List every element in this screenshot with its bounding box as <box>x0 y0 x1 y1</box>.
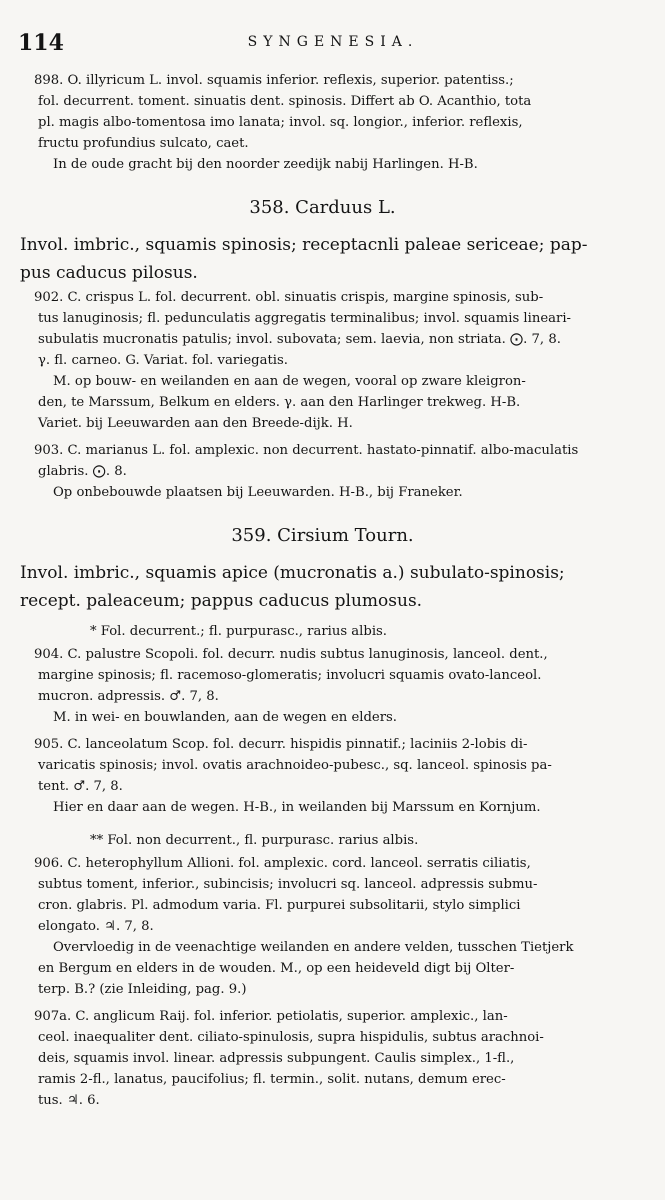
text-line: cron. glabris. Pl. admodum varia. Fl. purpurei subsolitarii, stylo simplici <box>38 898 521 913</box>
genus-characters <box>20 231 625 287</box>
subgroup-heading: * Fol. decurrent.; fl. purpurasc., rarius albis. <box>90 624 388 639</box>
text-line: 907a. C. anglicum Raij. fol. inferior. petiolatis, superior. amplexic., lan- <box>34 1009 508 1024</box>
text-line: pl. magis albo-tomentosa imo lanata; invol. sq. longior., inferior. reflexis, <box>38 115 523 130</box>
text-line: deis, squamis invol. linear. adpressis subpungent. Caulis simplex., 1-fl., <box>38 1051 515 1066</box>
text-line: den, te Marssum, Belkum en elders. γ. aan den Harlinger trekweg. H-B. <box>38 395 521 410</box>
text-line: subulatis mucronatis patulis; invol. subovata; sem. laevia, non striata. ⨀. 7, 8. <box>38 332 561 347</box>
text-line: pus caducus pilosus. <box>20 263 198 283</box>
species-entry <box>20 853 625 1000</box>
page-number: 114 <box>18 30 64 56</box>
running-title: SYNGENESIA. <box>247 34 419 50</box>
text-line: margine spinosis; fl. racemoso-glomeratis; involucri squamis ovato-lanceol. <box>38 668 542 683</box>
entry-spacer <box>20 503 625 509</box>
text-line: ramis 2-fl., lanatus, paucifolius; fl. termin., solit. nutans, demum erec- <box>38 1072 506 1087</box>
text-line: γ. fl. carneo. G. Variat. fol. variegatis. <box>38 353 288 368</box>
species-entry <box>20 644 625 728</box>
text-line: mucron. adpressis. ♂. 7, 8. <box>38 689 219 704</box>
text-line: 904. C. palustre Scopoli. fol. decurr. nudis subtus lanuginosis, lanceol. dent., <box>34 647 548 662</box>
entry-spacer <box>20 1111 625 1117</box>
text-line: Invol. imbric., squamis apice (mucronatis a.) subulato-spinosis; <box>20 563 565 583</box>
text-line: 905. C. lanceolatum Scop. fol. decurr. hispidis pinnatif.; laciniis 2-lobis di- <box>34 737 528 752</box>
text-line: Overvloedig in de veenachtige weilanden en andere velden, tusschen Tietjerk <box>53 940 574 955</box>
text-line: 902. C. crispus L. fol. decurrent. obl. sinuatis crispis, margine spinosis, sub- <box>34 290 544 305</box>
text-line: en Bergum en elders in de wouden. M., op een heideveld digt bij Olter- <box>38 961 515 976</box>
text-line: fructu profundius sulcato, caet. <box>38 136 249 151</box>
text-line: glabris. ⨀. 8. <box>38 464 127 479</box>
genus-heading: 358. Carduus L. <box>249 197 396 218</box>
text-line: Op onbebouwde plaatsen bij Leeuwarden. H-B., bij Franeker. <box>53 485 463 500</box>
text-line: tent. ♂. 7, 8. <box>38 779 123 794</box>
text-line: Variet. bij Leeuwarden aan den Breede-dijk. H. <box>38 416 353 431</box>
text-line: elongato. ♃. 7, 8. <box>38 919 154 934</box>
text-line: M. in wei- en bouwlanden, aan de wegen en elders. <box>53 710 397 725</box>
text-line: terp. B.? (zie Inleiding, pag. 9.) <box>38 982 247 997</box>
text-line: Hier en daar aan de wegen. H-B., in weilanden bij Marssum en Kornjum. <box>53 800 541 815</box>
species-entry <box>20 440 625 503</box>
entry-spacer <box>20 175 625 181</box>
page-header <box>18 30 648 60</box>
text-line: 906. C. heterophyllum Allioni. fol. amplexic. cord. lanceol. serratis ciliatis, <box>34 856 531 871</box>
genus-heading: 359. Cirsium Tourn. <box>231 525 414 546</box>
species-entry <box>20 287 625 434</box>
entry-spacer <box>20 818 625 824</box>
text-line: M. op bouw- en weilanden en aan de wegen, vooral op zware kleigron- <box>53 374 526 389</box>
text-line: tus lanuginosis; fl. pedunculatis aggregatis terminalibus; invol. squamis lineari- <box>38 311 572 326</box>
text-line: fol. decurrent. toment. sinuatis dent. spinosis. Differt ab O. Acanthio, tota <box>38 94 532 109</box>
text-line: recept. paleaceum; pappus caducus plumosus. <box>20 591 423 611</box>
genus-characters <box>20 559 625 615</box>
text-line: In de oude gracht bij den noorder zeedijk nabij Harlingen. H-B. <box>53 157 478 172</box>
text-line: varicatis spinosis; invol. ovatis arachnoideo-pubesc., sq. lanceol. spinosis pa- <box>38 758 552 773</box>
text-line: 898. O. illyricum L. invol. squamis inferior. reflexis, superior. patentiss.; <box>34 73 514 88</box>
text-line: Invol. imbric., squamis spinosis; receptacnli paleae sericeae; pap- <box>20 235 588 255</box>
subgroup-heading: ** Fol. non decurrent., fl. purpurasc. rarius albis. <box>90 833 419 848</box>
text-line: 903. C. marianus L. fol. amplexic. non decurrent. hastato-pinnatif. albo-maculatis <box>34 443 579 458</box>
page-body <box>20 70 625 1117</box>
species-entry <box>20 70 625 175</box>
species-entry <box>20 1006 625 1111</box>
text-line: ceol. inaequaliter dent. ciliato-spinulosis, supra hispidulis, subtus arachnoi- <box>38 1030 544 1045</box>
species-entry <box>20 734 625 818</box>
text-line: subtus toment, inferior., subincisis; involucri sq. lanceol. adpressis submu- <box>38 877 538 892</box>
text-line: tus. ♃. 6. <box>38 1093 100 1108</box>
